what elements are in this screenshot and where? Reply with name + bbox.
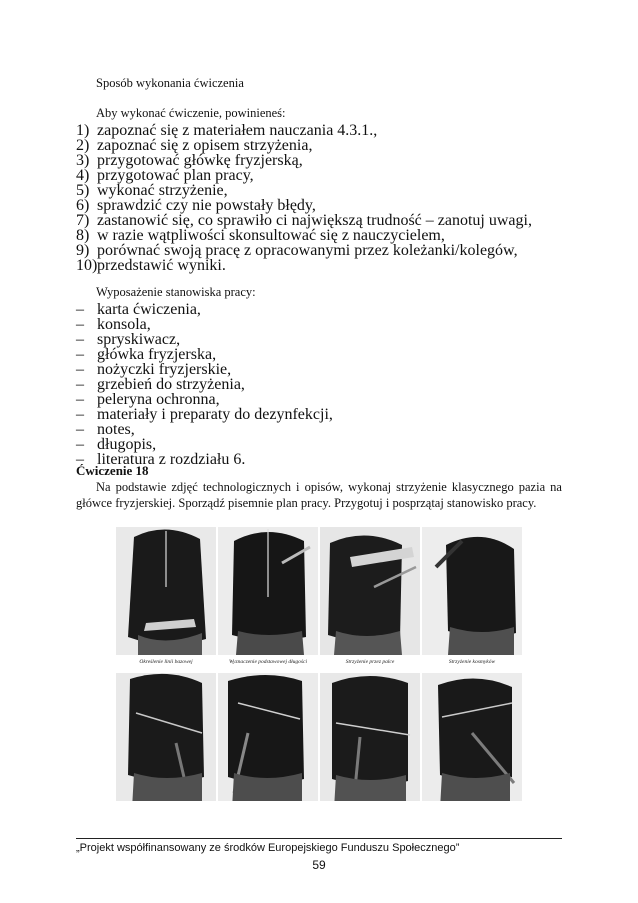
list-item [76, 182, 566, 197]
list-item [76, 257, 566, 272]
step-text: sprawdzić czy nie powstały błędy, [97, 197, 316, 214]
equipment-text: materiały i preparaty do dezynfekcji, [97, 406, 333, 423]
step-number: 8) [76, 227, 90, 244]
list-item [76, 361, 566, 376]
list-item [76, 436, 566, 451]
equipment-heading: Wyposażenie stanowiska pracy: [96, 285, 256, 299]
equipment-text: peleryna ochronna, [97, 391, 220, 408]
bullet-dash: – [76, 376, 84, 393]
equipment-text: karta ćwiczenia, [97, 301, 201, 318]
step-text: zapoznać się z opisem strzyżenia, [97, 137, 313, 154]
haircut-photo [116, 527, 216, 669]
list-item [76, 227, 566, 242]
bullet-dash: – [76, 316, 84, 333]
photo-caption [422, 801, 522, 815]
step-number: 1) [76, 122, 90, 139]
step-number: 5) [76, 182, 90, 199]
steps-intro: Aby wykonać ćwiczenie, powinieneś: [96, 106, 286, 120]
list-item [76, 376, 566, 391]
photo-caption: Strzyżenie kosmyków [422, 655, 522, 669]
step-text: zastanowić się, co sprawiło ci największą trudność – zanotuj uwagi, [97, 212, 532, 229]
list-item [76, 331, 566, 346]
list-item [76, 346, 566, 361]
equipment-text: grzebień do strzyżenia, [97, 376, 245, 393]
list-item [76, 167, 566, 182]
equipment-text: literatura z rozdziału 6. [97, 451, 246, 468]
haircut-photo [218, 527, 318, 669]
bullet-dash: – [76, 391, 84, 408]
technology-photo-grid [116, 527, 524, 817]
bullet-dash: – [76, 421, 84, 438]
list-item [76, 152, 566, 167]
bullet-dash: – [76, 301, 84, 318]
list-item [76, 122, 566, 137]
step-text: zapoznać się z materiałem nauczania 4.3.1., [97, 122, 378, 139]
list-item [76, 406, 566, 421]
exercise-title: Ćwiczenie 18 [76, 463, 149, 478]
list-item [76, 301, 566, 316]
step-text: przygotować główkę fryzjerską, [97, 152, 303, 169]
step-text: przedstawić wyniki. [97, 257, 226, 274]
haircut-photo [422, 527, 522, 669]
equipment-text: główka fryzjerska, [97, 346, 217, 363]
bullet-dash: – [76, 436, 84, 453]
step-number: 4) [76, 167, 90, 184]
footer-note: „Projekt współfinansowany ze środków Europejskiego Funduszu Społecznego” [76, 842, 460, 854]
step-number: 10) [76, 257, 98, 274]
equipment-text: długopis, [97, 436, 157, 453]
photo-caption: Wyznaczenie podstawowej długości [218, 655, 318, 669]
equipment-text: nożyczki fryzjerskie, [97, 361, 232, 378]
equipment-text: notes, [97, 421, 135, 438]
bullet-dash: – [76, 346, 84, 363]
list-item [76, 451, 566, 466]
bullet-dash: – [76, 451, 84, 468]
photo-caption [218, 801, 318, 815]
haircut-photo [320, 673, 420, 815]
photo-caption: Określenie linii bazowej [116, 655, 216, 669]
list-item [76, 391, 566, 406]
list-item [76, 316, 566, 331]
step-number: 3) [76, 152, 90, 169]
step-number: 7) [76, 212, 90, 229]
step-text: porównać swoją pracę z opracowanymi przez koleżanki/kolegów, [97, 242, 518, 259]
list-item [76, 197, 566, 212]
list-item [76, 242, 566, 257]
footer-divider [76, 838, 562, 839]
haircut-photo [218, 673, 318, 815]
haircut-photo [422, 673, 522, 815]
equipment-text: konsola, [97, 316, 151, 333]
exercise-body: Na podstawie zdjęć technologicznych i opisów, wykonaj strzyżenie klasycznego pazia na główce fryzjerskiej. Sporządź pisemnie plan pracy. Przygotuj i posprzątaj stanowisko pracy. [76, 480, 562, 510]
bullet-dash: – [76, 331, 84, 348]
equipment-text: spryskiwacz, [97, 331, 181, 348]
list-item [76, 137, 566, 152]
step-number: 2) [76, 137, 90, 154]
photo-caption [116, 801, 216, 815]
bullet-dash: – [76, 361, 84, 378]
haircut-photo [116, 673, 216, 815]
step-number: 6) [76, 197, 90, 214]
photo-caption: Strzyżenie przez palce [320, 655, 420, 669]
step-text: wykonać strzyżenie, [97, 182, 228, 199]
photo-caption [320, 801, 420, 815]
step-text: przygotować plan pracy, [97, 167, 254, 184]
section-heading: Sposób wykonania ćwiczenia [96, 76, 244, 90]
list-item [76, 421, 566, 436]
page-number: 59 [312, 858, 326, 872]
bullet-dash: – [76, 406, 84, 423]
list-item [76, 212, 566, 227]
step-text: w razie wątpliwości skonsultować się z nauczycielem, [97, 227, 445, 244]
haircut-photo [320, 527, 420, 669]
step-number: 9) [76, 242, 90, 259]
